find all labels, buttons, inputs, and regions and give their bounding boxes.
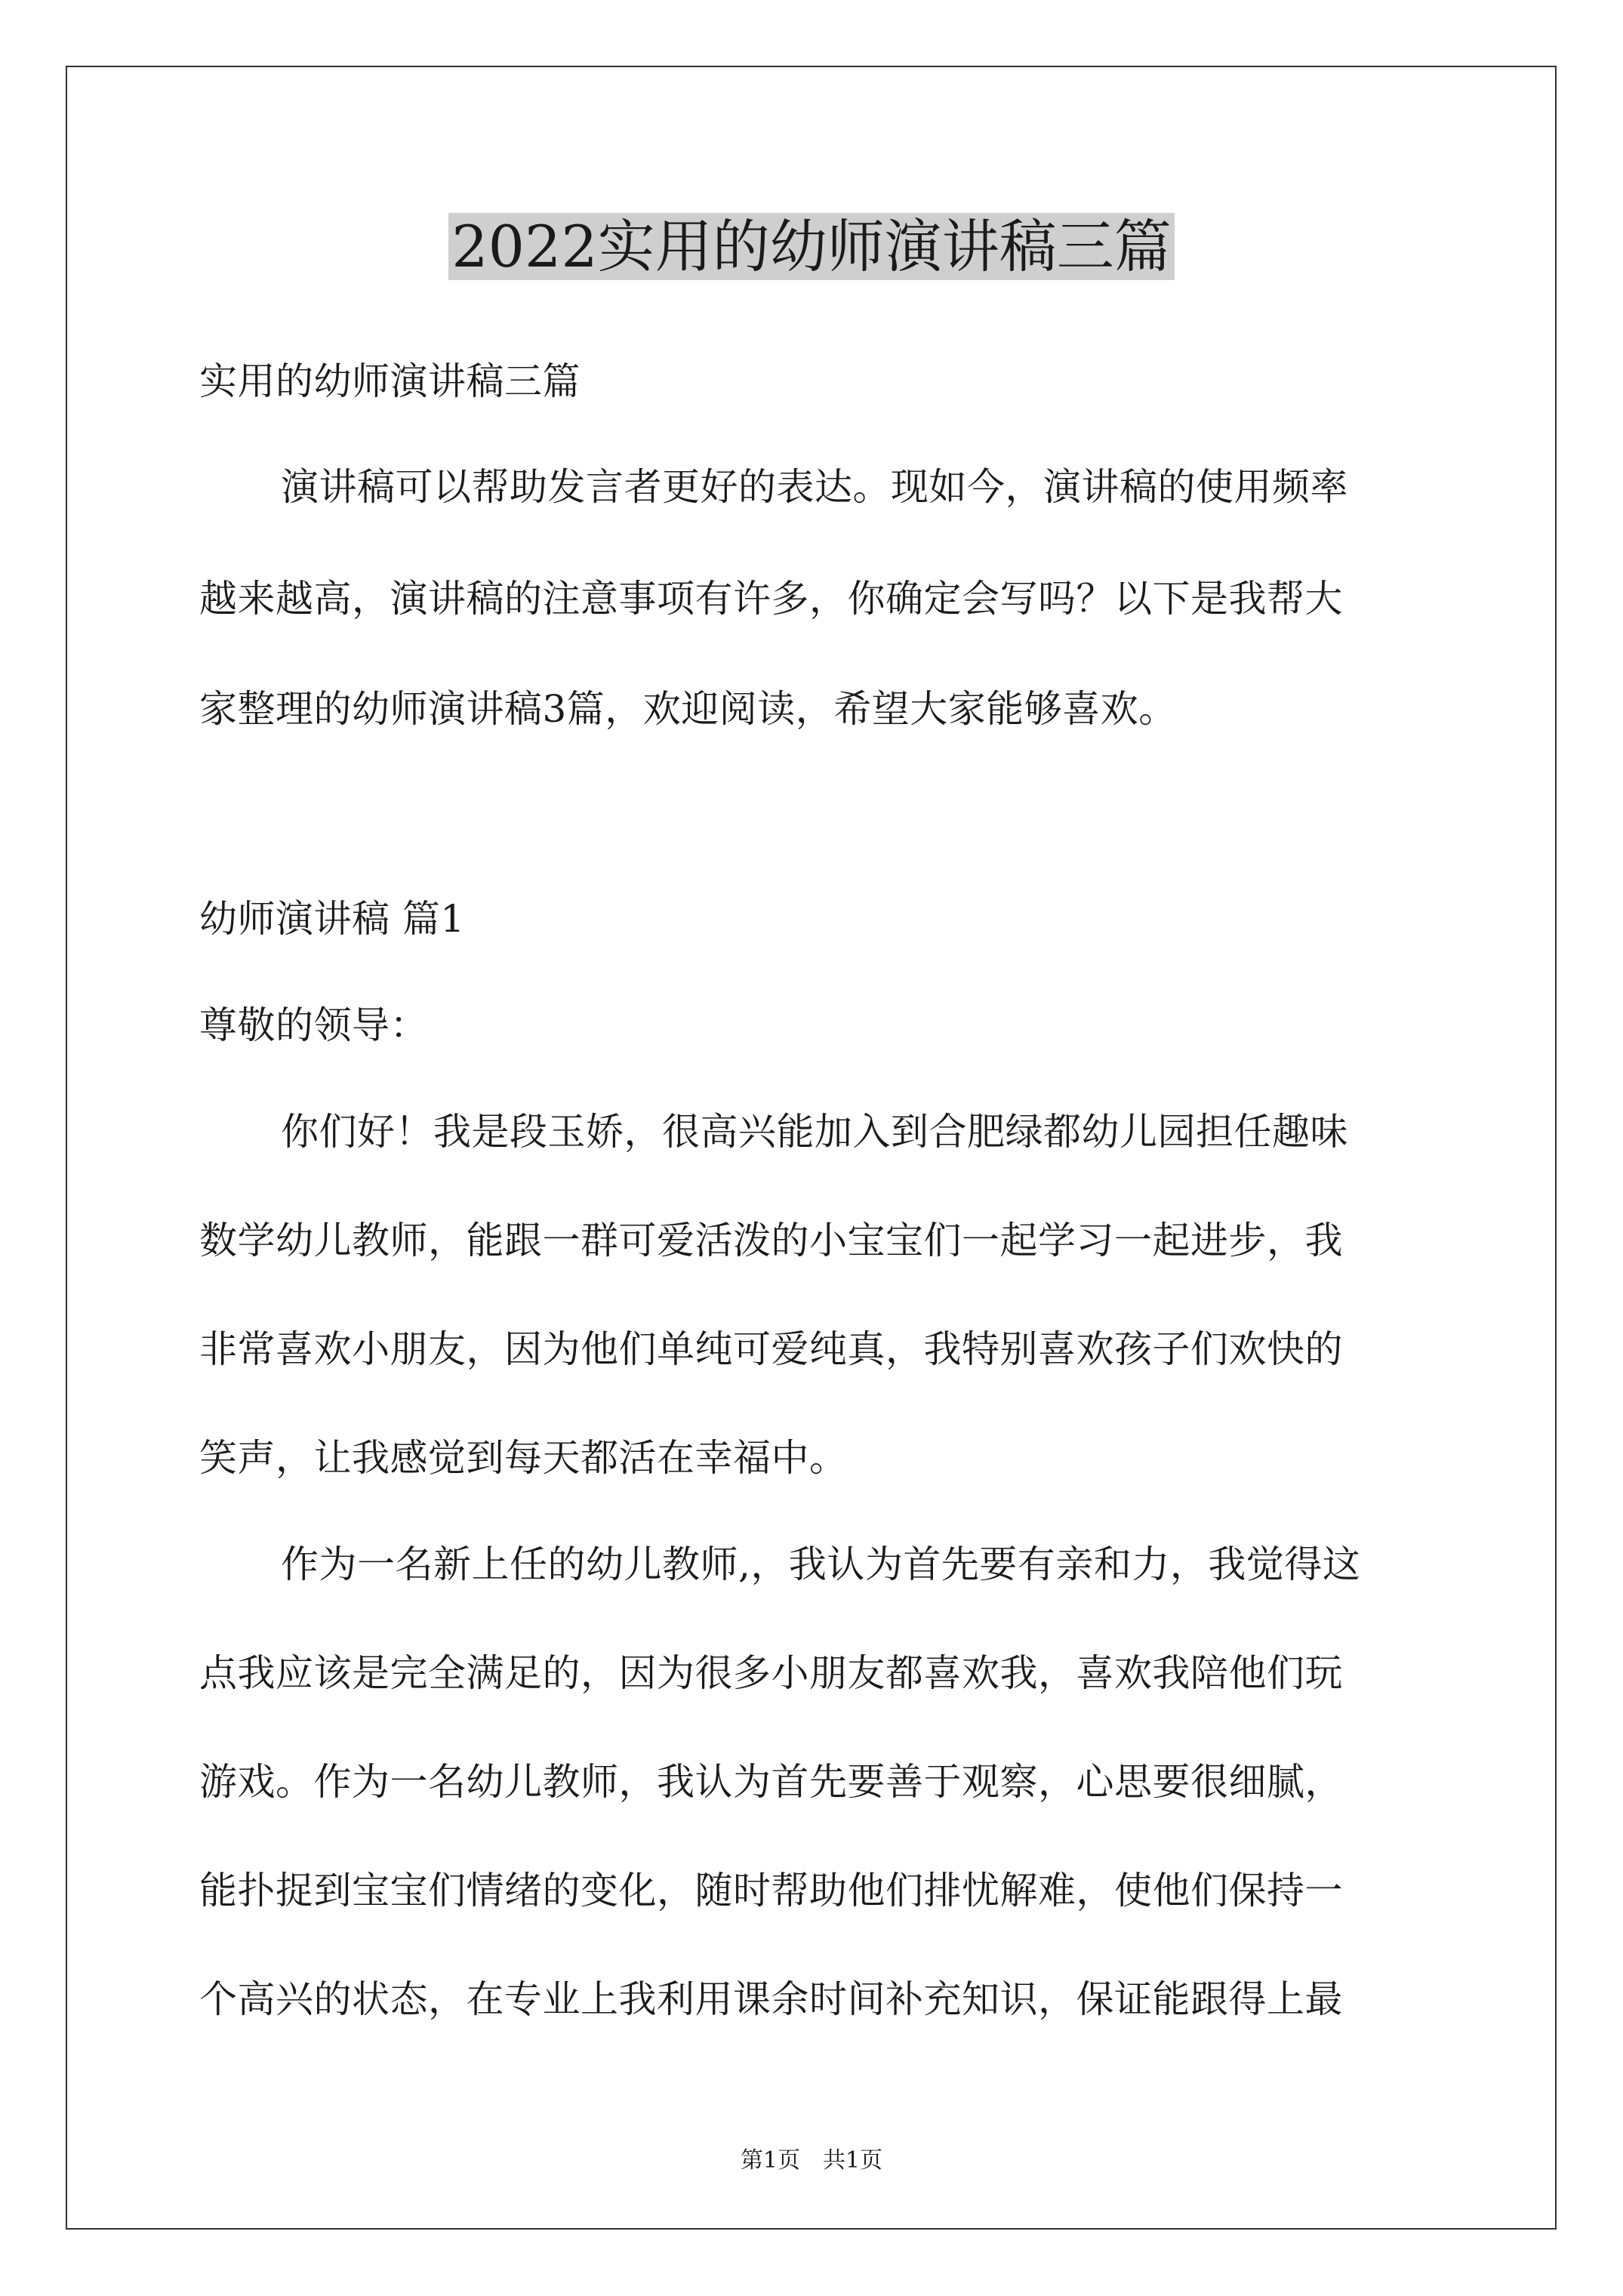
intro-line-3: 家整理的幼师演讲稿3篇，欢迎阅读，希望大家能够喜欢。 [199,687,1177,731]
section-heading: 幼师演讲稿 篇1 [199,897,465,941]
para1-line-2: 数学幼儿教师，能跟一群可爱活泼的小宝宝们一起学习一起进步，我 [199,1219,1343,1262]
para2-line-2: 点我应该是完全满足的，因为很多小朋友都喜欢我，喜欢我陪他们玩 [199,1651,1343,1695]
intro-line-1: 演讲稿可以帮助发言者更好的表达。现如今，演讲稿的使用频率 [281,465,1348,509]
para1-line-4: 笑声，让我感觉到每天都活在幸福中。 [199,1436,848,1480]
para1-line-1: 你们好！我是段玉娇，很高兴能加入到合肥绿都幼儿园担任趣味 [281,1110,1348,1154]
para2-line-5: 个高兴的状态，在专业上我利用课余时间补充知识，保证能跟得上最 [199,1977,1343,2021]
para2-line-4: 能扑捉到宝宝们情绪的变化，随时帮助他们排忧解难，使他们保持一 [199,1869,1343,1912]
page-footer: 第1页 共1页 [740,2147,883,2174]
intro-line-2: 越来越高，演讲稿的注意事项有许多，你确定会写吗？以下是我帮大 [199,577,1343,621]
para2-line-1: 作为一名新上任的幼儿教师,，我认为首先要有亲和力，我觉得这 [281,1542,1361,1586]
salutation: 尊敬的领导： [199,1003,428,1047]
document-title [0,205,1623,288]
document-title-text: 2022实用的幼师演讲稿三篇 [448,213,1174,280]
subtitle: 实用的幼师演讲稿三篇 [199,359,581,403]
para2-line-3: 游戏。作为一名幼儿教师，我认为首先要善于观察，心思要很细腻， [199,1760,1343,1804]
para1-line-3: 非常喜欢小朋友，因为他们单纯可爱纯真，我特别喜欢孩子们欢快的 [199,1327,1343,1371]
